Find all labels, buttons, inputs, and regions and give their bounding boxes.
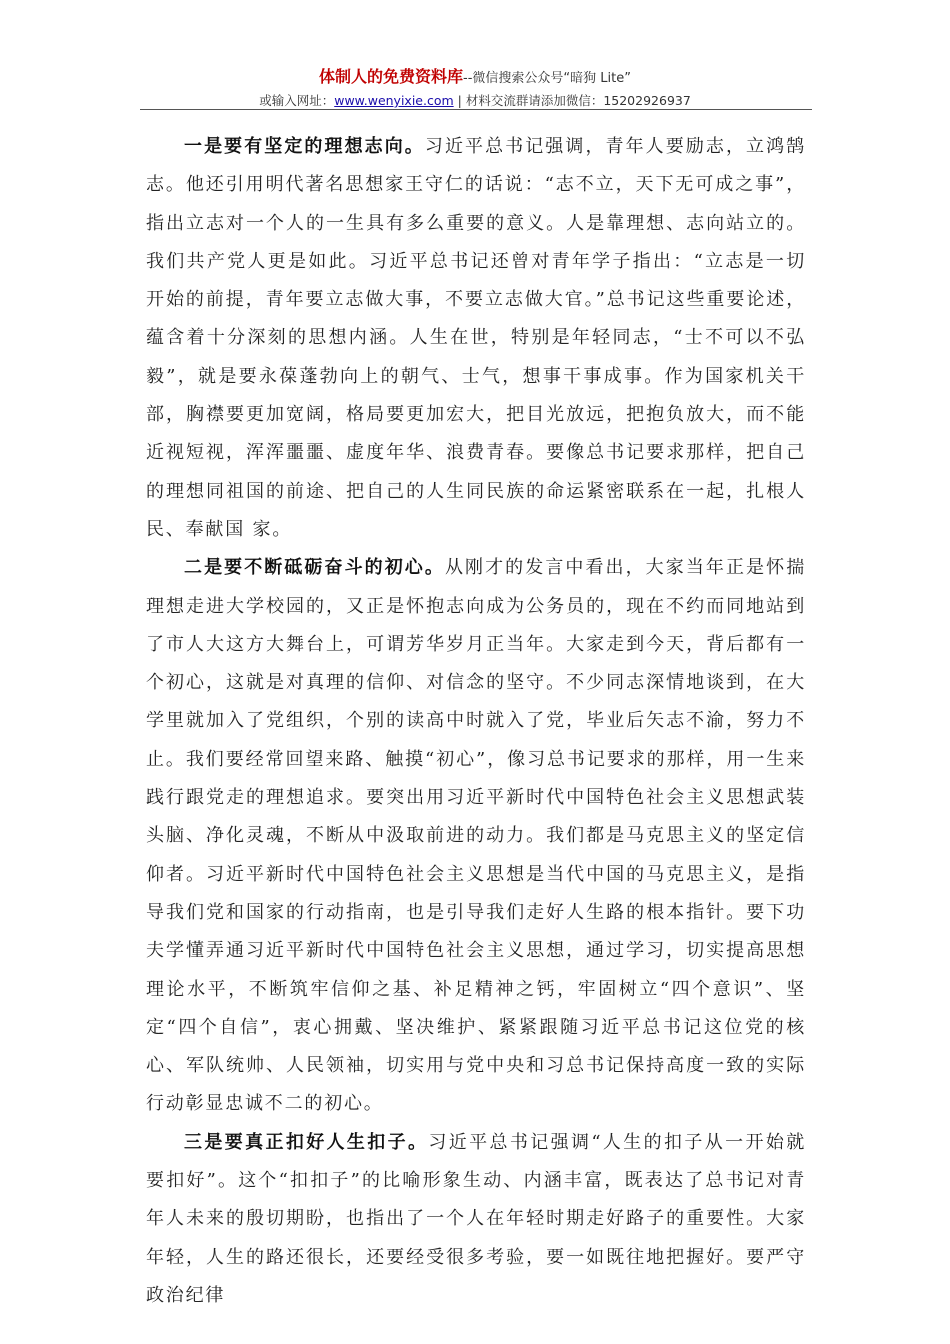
contact-text: | 材料交流群请添加微信：15202926937 xyxy=(453,93,691,108)
url-prefix: 或输入网址： xyxy=(259,93,335,108)
paragraph-3 xyxy=(146,1124,806,1315)
header-divider xyxy=(140,109,812,110)
header-subtitle: --微信搜索公众号“暗狗 Lite” xyxy=(463,71,631,86)
paragraph-1-text: 习近平总书记强调，青年人要励志，立鸿鹄志。他还引用明代著名思想家王守仁的话说：“志不立，天下无可成之事”，指出立志对一个人的一生具有多么重要的意义。人是靠理想、志向站立的。我们共产党人更是如此。习近平总书记还曾对青年学子指出：“立志是一切开始的前提，青年要立志做大事，不要立志做大官。”总书记这些重要论述，蕴含着十分深刻的思想内涵。人生在世，特别是年轻同志，“士不可以不弘毅”，就是要永葆蓬勃向上的朝气、士气，想事干事成事。作为国家机关干部，胸襟要更加宽阔，格局要更加宏大，把目光放远，把抱负放大，而不能近视短视，浑浑噩噩、虚度年华、浪费青春。要像总书记要求那样，把自己的理想同祖国的前途、把自己的人生同民族的命运紧密联系在一起，扎根人民、奉献国 家。 xyxy=(146,136,806,540)
website-link[interactable]: www.wenyixie.com xyxy=(334,93,454,108)
paragraph-3-lead: 三是要真正扣好人生扣子。 xyxy=(184,1131,429,1153)
paragraph-3-text: 习近平总书记强调“人生的扣子从一开始就要扣好”。这个“扣扣子”的比喻形象生动、内涵丰富，既表达了总书记对青年人未来的殷切期盼，也指出了一个人在年轻时期走好路子的重要性。大家年轻，人生的路还很长，还要经受很多考验，要一如既往地把握好。要严守政治纪律 xyxy=(146,1131,806,1306)
paragraph-1 xyxy=(146,128,806,549)
header-line-1 xyxy=(140,66,810,90)
page-header xyxy=(140,66,810,110)
header-line-2 xyxy=(140,92,810,110)
paragraph-2-lead: 二是要不断砥砺奋斗的初心。 xyxy=(184,557,445,579)
header-title: 体制人的免费资料库 xyxy=(319,67,464,86)
document-body xyxy=(146,128,806,1315)
paragraph-2-text: 从刚才的发言中看出，大家当年正是怀揣理想走进大学校园的，又正是怀抱志向成为公务员的，现在不约而同地站到了市人大这方大舞台上，可谓芳华岁月正当年。大家走到今天，背后都有一个初心，这就是对真理的信仰、对信念的坚守。不少同志深情地谈到，在大学里就加入了党组织，个别的读高中时就入了党，毕业后矢志不渝，努力不止。我们要经常回望来路、触摸“初心”，像习总书记要求的那样，用一生来践行跟党走的理想追求。要突出用习近平新时代中国特色社会主义思想武装头脑、净化灵魂，不断从中汲取前进的动力。我们都是马克思主义的坚定信仰者。习近平新时代中国特色社会主义思想是当代中国的马克思主义，是指导我们党和国家的行动指南，也是引导我们走好人生路的根本指针。要下功夫学懂弄通习近平新时代中国特色社会主义思想，通过学习，切实提高思想理论水平，不断筑牢信仰之基、补足精神之钙，牢固树立“四个意识”、坚定“四个自信”，衷心拥戴、坚决维护、紧紧跟随习近平总书记这位党的核心、军队统帅、人民领袖，切实用与党中央和习总书记保持高度一致的实际行动彰显忠诚不二的初心。 xyxy=(146,557,806,1115)
paragraph-1-lead: 一是要有坚定的理想志向。 xyxy=(184,136,425,157)
paragraph-2 xyxy=(146,549,806,1123)
